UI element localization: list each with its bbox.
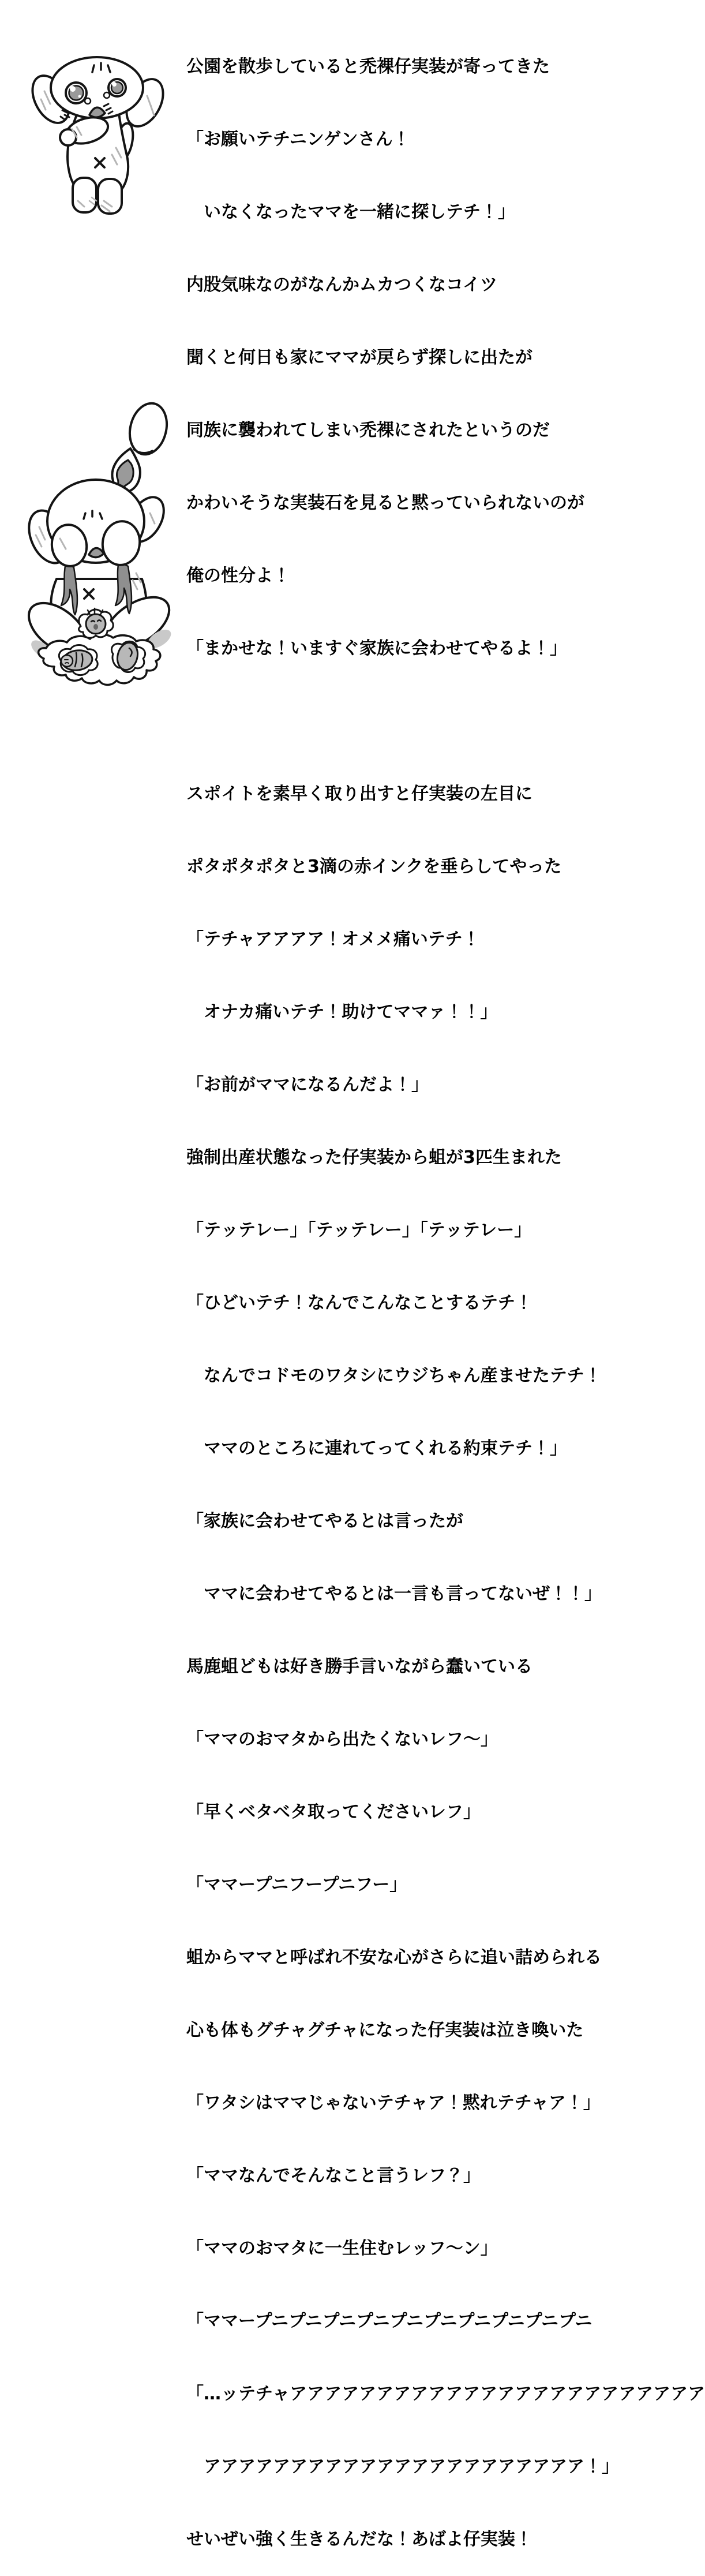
story-line: 「ママなんでそんなこと言うレフ？」: [186, 2166, 481, 2186]
story-line: 「ママープニフープニフー」: [186, 1875, 407, 1895]
jissouseki-birth-scene-drawing: [16, 400, 185, 689]
story-line: オナカ痛いテチ！助けてママァ！！」: [186, 1002, 498, 1022]
story-line: 「早くベタベタ取ってくださいレフ」: [186, 1802, 481, 1822]
story-line: 俺の性分よ！: [186, 566, 290, 586]
story-line: 公園を散歩していると禿裸仔実装が寄ってきた: [186, 57, 550, 77]
story-line: なんでコドモのワタシにウジちゃん産ませたテチ！: [186, 1366, 602, 1386]
story-line: 「まかせな！いますぐ家族に会わせてやるよ！」: [186, 638, 567, 659]
story-line: 聞くと何日も家にママが戻らず探しに出たが: [186, 347, 532, 368]
story-line: 「テッテレー」「テッテレー」「テッテレー」: [186, 1220, 532, 1240]
story-line: アアアアアアアアアアアアアアアアアアアアアア！」: [186, 2457, 619, 2477]
story-line: 「ママのおマタに一生住むレッフ～ン」: [186, 2238, 498, 2259]
story-line: 「家族に会わせてやるとは言ったが: [186, 1511, 463, 1531]
story-line: せいぜい強く生きるんだな！あばよ仔実装！: [186, 2529, 532, 2549]
story-line: かわいそうな実装石を見ると黙っていられないのが: [186, 493, 584, 513]
story-line: スポイトを素早く取り出すと仔実装の左目に: [186, 784, 532, 804]
story-line: ママに会わせてやるとは一言も言ってないぜ！！」: [186, 1584, 602, 1604]
story-line: 内股気味なのがなんかムカつくなコイツ: [186, 275, 498, 295]
story-line: ママのところに連れてってくれる約束テチ！」: [186, 1438, 567, 1459]
story-line: 同族に襲われてしまい禿裸にされたというのだ: [186, 420, 550, 440]
story-line: 蛆からママと呼ばれ不安な心がさらに追い詰められる: [186, 1947, 602, 1968]
story-line: 強制出産状態なった仔実装から蛆が3匹生まれた: [186, 1147, 562, 1168]
jissouseki-standing-drawing: [36, 55, 160, 220]
story-line: 「ママのおマタから出たくないレフ～」: [186, 1729, 498, 1749]
story-line-blank: [186, 709, 620, 734]
story-line: 「ひどいテチ！なんでこんなことするテチ！: [186, 1293, 532, 1313]
story-text: [186, 6, 705, 2576]
story-line: 「ワタシはママじゃないテチャア！黙れテチャア！」: [186, 2093, 601, 2113]
story-line: いなくなったママを一緒に探しテチ！」: [186, 202, 515, 222]
story-line: ポタポタポタと3滴の赤インクを垂らしてやった: [186, 857, 562, 877]
story-line: 心も体もグチャグチャになった仔実装は泣き喚いた: [186, 2020, 584, 2040]
story-line: 馬鹿蛆どもは好き勝手言いながら蠢いている: [186, 1657, 532, 1677]
story-line: 「…ッテチャアアアアアアアアアアアアアアアアアアアアアアアア: [186, 2384, 705, 2404]
story-line: 「ママープニプニプニプニプニプニプニプニプニプニ: [186, 2311, 592, 2331]
story-line: 「テチャアアアア！オメメ痛いテチ！: [186, 929, 480, 949]
story-line: 「お前がママになるんだよ！」: [186, 1075, 429, 1095]
story-line: 「お願いテチニンゲンさん！: [186, 129, 410, 149]
